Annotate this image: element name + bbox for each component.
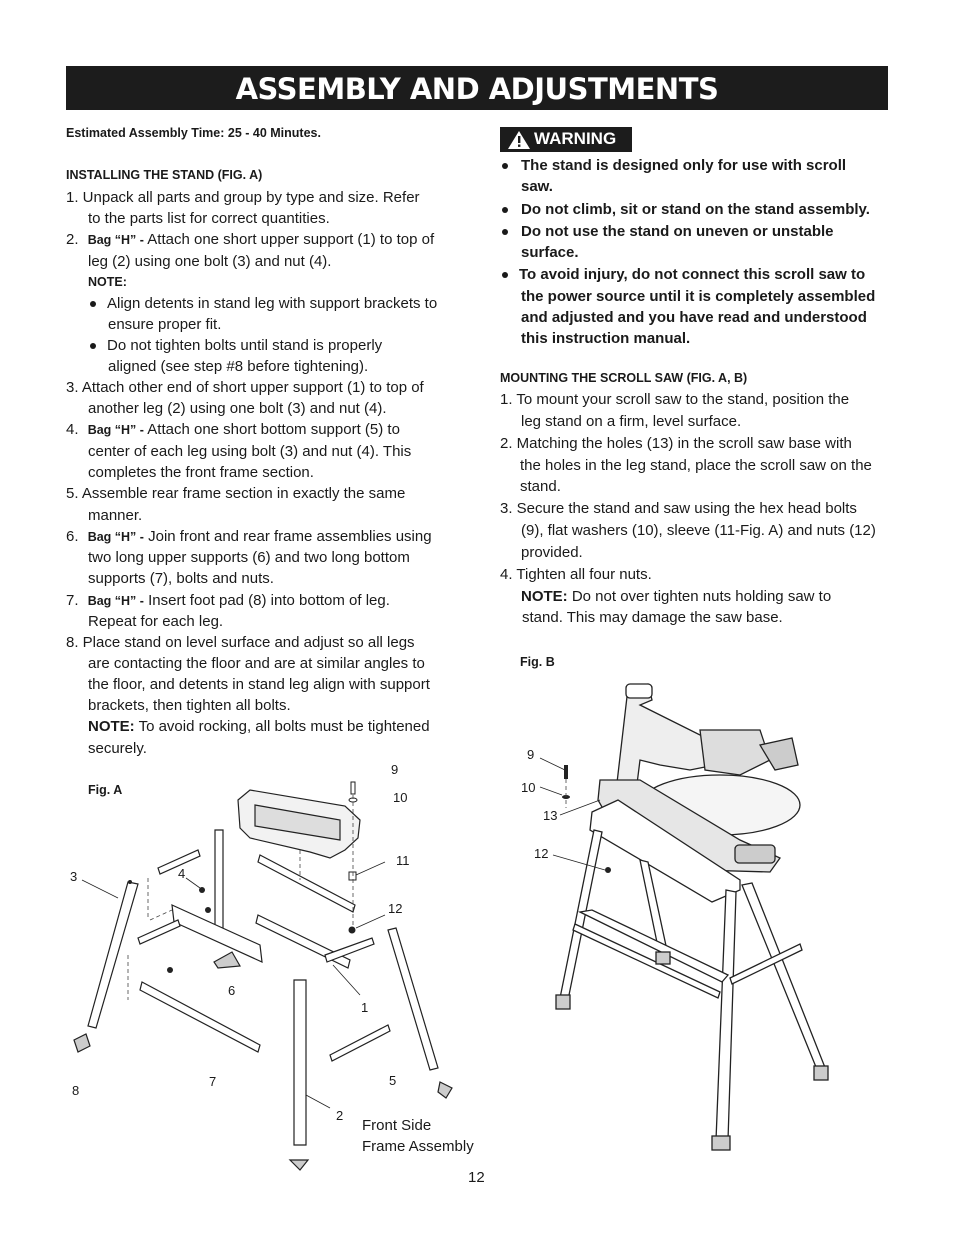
mount-step1-line1: 1. To mount your scroll saw to the stand, position the bbox=[500, 391, 850, 408]
section-title-installing-stand: INSTALLING THE STAND (FIG. A) bbox=[66, 168, 263, 182]
callout-1: 1 bbox=[361, 1000, 369, 1015]
step6-num: 6. bbox=[66, 528, 79, 545]
callout-5: 5 bbox=[389, 1073, 397, 1088]
bag-h-label: Bag “H” - bbox=[87, 530, 144, 544]
estimated-time: Estimated Assembly Time: 25 - 40 Minutes. bbox=[66, 126, 321, 140]
warning-4-line4: this instruction manual. bbox=[521, 330, 691, 347]
callout-b-10: 10 bbox=[521, 780, 536, 795]
callout-8: 8 bbox=[72, 1083, 80, 1098]
warning-1-line1: The stand is designed only for use with scroll bbox=[521, 157, 847, 174]
callout-10: 10 bbox=[393, 790, 408, 805]
step7-text: Insert foot pad (8) into bottom of leg. bbox=[148, 592, 390, 609]
note-bullet1-line2: ensure proper fit. bbox=[108, 316, 222, 333]
step4-line2: center of each leg using bolt (3) and nut (4). This bbox=[88, 443, 412, 460]
warning-3-line2: surface. bbox=[521, 244, 579, 261]
step2-text: Attach one short upper support (1) to top of bbox=[147, 231, 435, 248]
warning-2-line1: Do not climb, sit or stand on the stand assembly. bbox=[521, 201, 870, 218]
mount-note-label: NOTE: bbox=[521, 588, 568, 605]
bag-h-label: Bag “H” - bbox=[87, 423, 144, 437]
warning-4-line1: To avoid injury, do not connect this scroll saw to bbox=[519, 266, 866, 283]
callout-11: 11 bbox=[396, 853, 410, 868]
callout-4: 4 bbox=[178, 866, 186, 881]
callout-b-12: 12 bbox=[534, 846, 549, 861]
note-bullet2-line2: aligned (see step #8 before tightening). bbox=[108, 358, 369, 375]
step5-line1: 5. Assemble rear frame section in exactly the same bbox=[66, 485, 406, 502]
step8-line1: 8. Place stand on level surface and adjust so all legs bbox=[66, 634, 415, 651]
step4-text: Attach one short bottom support (5) to bbox=[147, 421, 400, 438]
step8-line4: brackets, then tighten all bolts. bbox=[88, 697, 291, 714]
mount-step3-line3: provided. bbox=[521, 544, 583, 561]
step1-line1: 1. Unpack all parts and group by type and size. Refer bbox=[66, 189, 420, 206]
step7-line2: Repeat for each leg. bbox=[88, 613, 224, 630]
mount-step3-line1: 3. Secure the stand and saw using the hex head bolts bbox=[500, 500, 857, 517]
step8-line3: the floor, and detents in stand leg align with support bbox=[88, 676, 430, 693]
mount-step1-line2: leg stand on a firm, level surface. bbox=[521, 413, 742, 430]
step2-line2: leg (2) using one bolt (3) and nut (4). bbox=[88, 253, 332, 270]
callout-7: 7 bbox=[209, 1074, 217, 1089]
page-title: ASSEMBLY AND ADJUSTMENTS bbox=[235, 72, 719, 106]
note-bullet1-line1: Align detents in stand leg with support brackets to bbox=[107, 295, 438, 312]
fig-b-label: Fig. B bbox=[520, 655, 555, 669]
callout-b-13: 13 bbox=[543, 808, 558, 823]
step5-line2: manner. bbox=[88, 507, 143, 524]
fig-a-label: Fig. A bbox=[88, 783, 123, 797]
note-bullet2-line1: Do not tighten bolts until stand is properly bbox=[107, 337, 383, 354]
step3-line2: another leg (2) using one bolt (3) and nut (4). bbox=[88, 400, 387, 417]
step7-num: 7. bbox=[66, 592, 79, 609]
mount-step2-line1: 2. Matching the holes (13) in the scroll saw base with bbox=[500, 435, 852, 452]
section-title-mounting-saw: MOUNTING THE SCROLL SAW (FIG. A, B) bbox=[500, 371, 748, 385]
page-number: 12 bbox=[468, 1169, 485, 1186]
warning-4-line2: the power source until it is completely assembled bbox=[521, 288, 876, 305]
warning-1-line2: saw. bbox=[521, 178, 553, 195]
mount-step3-line2: (9), flat washers (10), sleeve (11-Fig. A) and nuts (12) bbox=[521, 522, 876, 539]
step8-line2: are contacting the floor and are at similar angles to bbox=[88, 655, 425, 672]
callout-9: 9 bbox=[391, 762, 399, 777]
mount-step2-line3: stand. bbox=[520, 478, 561, 495]
bag-h-label: Bag “H” - bbox=[87, 233, 144, 247]
step8-note-line2: securely. bbox=[88, 740, 147, 757]
mount-step2-line2: the holes in the leg stand, place the scroll saw on the bbox=[520, 457, 872, 474]
warning-4-line3: and adjusted and you have read and understood bbox=[521, 309, 867, 326]
step6-line3: supports (7), bolts and nuts. bbox=[88, 570, 274, 587]
step2-num: 2. bbox=[66, 231, 79, 248]
callout-b-9: 9 bbox=[527, 747, 535, 762]
step6-line2: two long upper supports (6) and two long bottom bbox=[88, 549, 410, 566]
step4-num: 4. bbox=[66, 421, 79, 438]
callout-3: 3 bbox=[70, 869, 78, 884]
step8-note-text: To avoid rocking, all bolts must be tightened bbox=[138, 718, 430, 735]
step8-note-label: NOTE: bbox=[88, 718, 135, 735]
warning-label: WARNING bbox=[534, 129, 617, 148]
mount-note-text: Do not over tighten nuts holding saw to bbox=[571, 588, 832, 605]
mount-note-line2: stand. This may damage the saw base. bbox=[522, 609, 783, 626]
callout-6: 6 bbox=[228, 983, 236, 998]
callout-2: 2 bbox=[336, 1108, 344, 1123]
mount-step4-line1: 4. Tighten all four nuts. bbox=[500, 566, 652, 583]
step1-line2: to the parts list for correct quantities. bbox=[88, 210, 330, 227]
fig-a-caption-line2: Frame Assembly bbox=[362, 1138, 474, 1155]
fig-a-caption-line1: Front Side bbox=[362, 1117, 432, 1134]
step4-line3: completes the front frame section. bbox=[88, 464, 314, 481]
bag-h-label: Bag “H” - bbox=[87, 594, 144, 608]
note-label: NOTE: bbox=[88, 275, 127, 289]
warning-3-line1: Do not use the stand on uneven or unstable bbox=[521, 223, 834, 240]
callout-12: 12 bbox=[388, 901, 403, 916]
step6-text: Join front and rear frame assemblies using bbox=[148, 528, 432, 545]
step3-line1: 3. Attach other end of short upper support (1) to top of bbox=[66, 379, 424, 396]
